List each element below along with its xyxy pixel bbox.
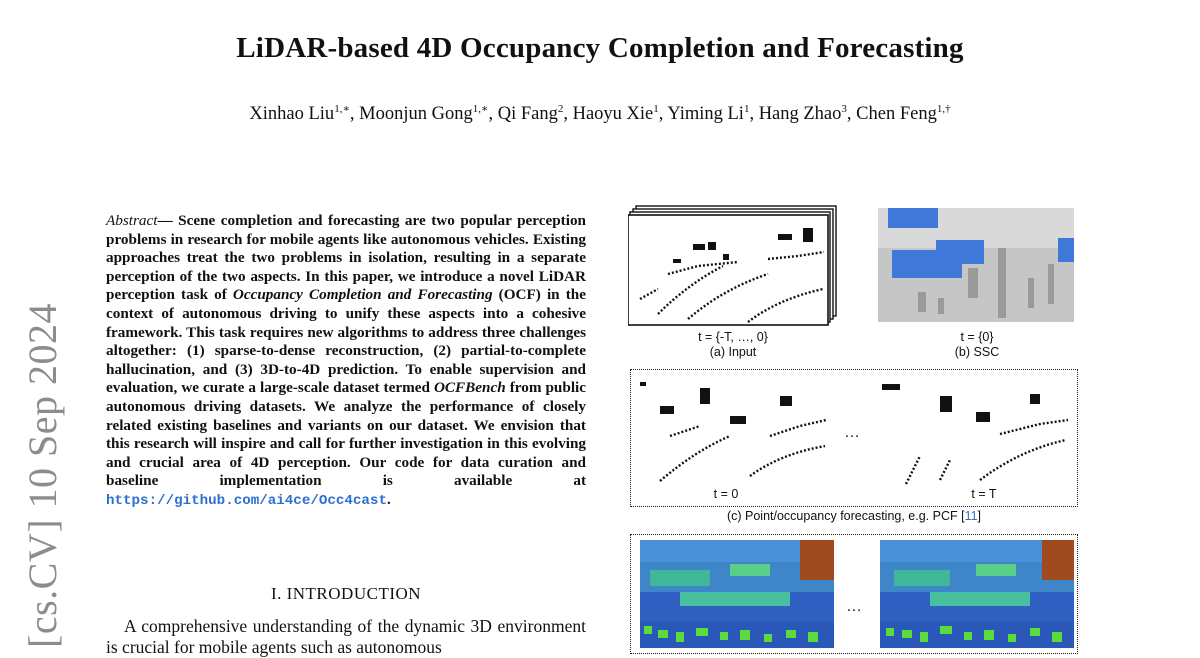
ocf-frame-t0 [640, 540, 834, 648]
abstract-text: (OCF) in the context of autonomous driving to unify these aspects into a cohesive framework. This task requires new algorithms to address three challenges altogether: (1) sparse-to-dense reconstruction, (2) partial-to-complete hallucination, and (3) 3D-to-4D prediction. To enable supervision and evaluation, we curate a large-scale dataset termed [106, 286, 586, 397]
affiliation-mark: 1,† [936, 103, 951, 115]
author-name: Yiming Li [667, 104, 744, 124]
ssc-caption: (b) SSC [954, 345, 1000, 359]
forecast-frame-t0 [640, 376, 830, 486]
author-name: Xinhao Liu [249, 104, 335, 124]
forecast-caption [630, 509, 1078, 523]
affiliation-mark: 1,∗ [334, 103, 350, 115]
task-name: Occupancy Completion and Forecasting [232, 286, 493, 304]
abstract-end: . [386, 490, 391, 508]
affiliation-mark: 1 [743, 103, 750, 115]
author-name: Moonjun Gong [359, 104, 473, 124]
affiliation-mark: 1,∗ [472, 103, 489, 115]
intro-paragraph [106, 616, 586, 658]
teaser-figure [622, 200, 1092, 648]
caption-text: ] [977, 509, 982, 523]
forecast-time-end: t = T [971, 487, 997, 501]
ocf-frame-tT [880, 540, 1074, 648]
forecast-time-start: t = 0 [713, 487, 739, 501]
affiliation-mark: 3 [841, 103, 847, 115]
forecast-frame-tT [880, 376, 1070, 486]
citation-link[interactable]: 11 [964, 509, 978, 523]
intro-text: A comprehensive understanding of the dynamic 3D environment is crucial for mobile agents such as autonomous [106, 616, 586, 657]
abstract-dash: — [157, 212, 173, 229]
author-list: Xinhao Liu$^{1,∗}$, Moonjun Gong$^{1,∗}$, Qi Fang$^2$, Haoyu Xie$^1$, Yiming Li$^1$, Hang Zhao$^3$, Chen Feng$^{1,\dagger}$ [249, 103, 951, 124]
input-time-label: t = {-T, …, 0} [698, 330, 768, 344]
ssc-image [878, 208, 1074, 322]
author-name: Qi Fang [497, 104, 558, 124]
ocf-ellipsis: … [846, 598, 862, 615]
section-heading: I. INTRODUCTION [270, 584, 422, 603]
input-caption: (a) Input [709, 345, 757, 359]
affiliation-mark: 2 [557, 103, 564, 115]
abstract-heading: Abstract [106, 212, 158, 229]
paper-title: LiDAR-based 4D Occupancy Completion and Forecasting [236, 32, 964, 64]
abstract-text: Scene completion and forecasting are two popular perception problems in research for mobile agents like autonomous vehicles. Existing approaches treat the two problems in isolation, resulting in a separate perception of the two aspects. In this paper, we introduce a novel LiDAR perception task of [106, 212, 586, 304]
abstract-text: from public autonomous driving datasets. We analyze the performance of closely related existing baselines and variants on our dataset. We envision that this research will inspire and call for further investigation in this evolving and crucial area of 4D perception. Our code for data curation and baseline implementation is available at [106, 379, 587, 490]
abstract [106, 212, 586, 511]
ssc-time-label: t = {0} [960, 330, 994, 344]
dataset-name: OCFBench [433, 379, 506, 397]
author-name: Haoyu Xie [572, 104, 654, 124]
forecast-ellipsis: … [844, 424, 860, 441]
arxiv-stamp: [cs.CV] 10 Sep 2024 [20, 302, 65, 648]
caption-text: (c) Point/occupancy forecasting, e.g. PCF [ [726, 509, 965, 523]
author-name: Hang Zhao [758, 104, 842, 124]
input-frames-image [628, 204, 838, 328]
code-link[interactable]: https://github.com/ai4ce/Occ4cast [106, 492, 387, 509]
author-name: Chen Feng [856, 104, 937, 124]
affiliation-mark: 1 [653, 103, 659, 115]
